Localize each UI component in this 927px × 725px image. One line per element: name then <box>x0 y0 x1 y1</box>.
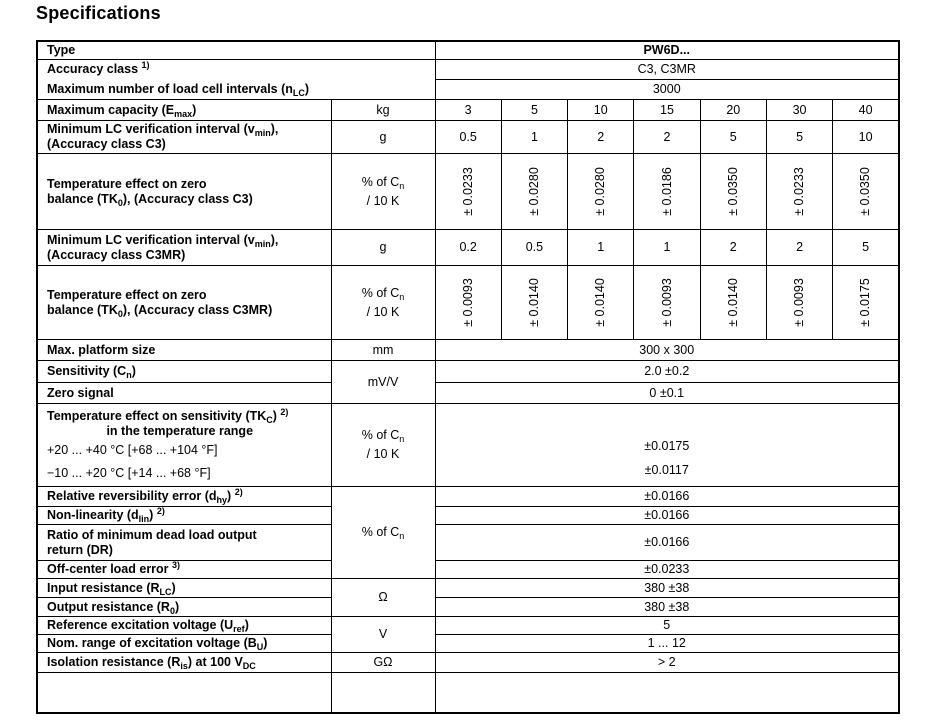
rotated-value: ± 0.0233 <box>460 167 475 216</box>
tk0-c3-value-1 <box>501 154 567 230</box>
percent-cn-unit: % of $C_n$ <box>331 487 435 579</box>
tk0-c3mr-value-5 <box>766 266 832 340</box>
tk0-c3-value-6 <box>833 154 899 230</box>
accuracy-class-value: C3, C3MR <box>435 60 899 80</box>
tk0-c3mr-value-1 <box>501 266 567 340</box>
tk0-c3-unit: % of $C_n$ / 10 K <box>331 154 435 230</box>
max-capacity-value-2: 10 <box>568 100 634 121</box>
clipped-row-unit <box>331 673 435 713</box>
row-type <box>37 41 899 60</box>
dead-load-return-value: ±0.0166 <box>435 525 899 561</box>
type-label: Type <box>37 41 435 60</box>
tk0-c3mr-value-2 <box>568 266 634 340</box>
type-value: PW6D... <box>435 41 899 60</box>
vmin-c3-value-1: 1 <box>501 121 567 154</box>
sensitivity-value: 2.0 ±0.2 <box>435 361 899 383</box>
gigaohm-unit: GΩ <box>331 653 435 673</box>
non-linearity-label: Non-linearity $(d_{lin})$ $^{2)}$ <box>37 507 331 525</box>
tkc-label-range2: −10 ... +20 °C [+14 ... +68 °F] <box>47 466 211 480</box>
vmin-c3mr-value-2: 1 <box>568 230 634 266</box>
vmin-c3mr-value-5: 2 <box>766 230 832 266</box>
ohm-unit: Ω <box>331 579 435 617</box>
tkc-label-range1: +20 ... +40 °C [+68 ... +104 °F] <box>47 443 218 457</box>
max-capacity-value-1: 5 <box>501 100 567 121</box>
max-capacity-label: Maximum capacity $(E_{max})$ <box>37 100 331 121</box>
tk0-c3mr-value-4 <box>700 266 766 340</box>
off-center-error-value: ±0.0233 <box>435 561 899 579</box>
row-non-linearity <box>37 507 899 525</box>
tkc-label <box>37 404 331 487</box>
row-zero-signal <box>37 383 899 404</box>
clipped-row-value <box>435 673 899 713</box>
max-capacity-value-4: 20 <box>700 100 766 121</box>
row-excitation-range <box>37 635 899 653</box>
tk0-c3mr-unit: % of $C_n$ / 10 K <box>331 266 435 340</box>
row-platform-size <box>37 340 899 361</box>
rotated-value: ± 0.0350 <box>858 167 873 216</box>
max-capacity-value-0: 3 <box>435 100 501 121</box>
dead-load-return-label: Ratio of minimum dead load output return (DR) <box>37 525 331 561</box>
row-reference-excitation <box>37 617 899 635</box>
input-resistance-value: 380 ±38 <box>435 579 899 598</box>
rotated-value: ± 0.0140 <box>593 278 608 327</box>
row-off-center-error <box>37 561 899 579</box>
output-resistance-label: Output resistance $(R_0)$ <box>37 598 331 617</box>
vmin-c3-value-3: 2 <box>634 121 700 154</box>
row-clipped-partial <box>37 673 899 713</box>
vmin-c3mr-value-4: 2 <box>700 230 766 266</box>
tk0-c3-value-0 <box>435 154 501 230</box>
vmin-c3-value-5: 5 <box>766 121 832 154</box>
row-tk0-c3mr <box>37 266 899 340</box>
row-dead-load-return <box>37 525 899 561</box>
reference-excitation-label: Reference excitation voltage $(U_{ref})$ <box>37 617 331 635</box>
excitation-range-value: 1 ... 12 <box>435 635 899 653</box>
tkc-value <box>435 404 899 487</box>
rotated-value: ± 0.0093 <box>659 278 674 327</box>
rotated-value: ± 0.0280 <box>526 167 541 216</box>
page-title: Specifications <box>36 3 161 23</box>
clipped-row-label <box>37 673 331 713</box>
row-accuracy-class <box>37 60 899 80</box>
rotated-value: ± 0.0280 <box>593 167 608 216</box>
zero-signal-value: 0 ±0.1 <box>435 383 899 404</box>
reversibility-error-value: ±0.0166 <box>435 487 899 507</box>
rotated-value: ± 0.0350 <box>725 167 740 216</box>
input-resistance-label: Input resistance $(R_{LC})$ <box>37 579 331 598</box>
isolation-resistance-label: Isolation resistance $(R_{is})$ at 100 $V_{DC}$ <box>37 653 331 673</box>
platform-size-value: 300 x 300 <box>435 340 899 361</box>
sensitivity-label: Sensitivity $(C_n)$ <box>37 361 331 383</box>
tk0-c3mr-value-0 <box>435 266 501 340</box>
vmin-c3-value-0: 0.5 <box>435 121 501 154</box>
tk0-c3mr-label: Temperature effect on zero balance $(TK_0)$, (Accuracy class C3MR) <box>37 266 331 340</box>
tkc-unit: % of $C_n$ / 10 K <box>331 404 435 487</box>
tkc-label-line2: in the temperature range <box>106 424 254 438</box>
vmin-c3mr-value-0: 0.2 <box>435 230 501 266</box>
row-max-capacity <box>37 100 899 121</box>
row-vmin-c3mr <box>37 230 899 266</box>
tkc-label-line1: Temperature effect on sensitivity $(TK_C)$ $^{2)}$ <box>47 407 289 425</box>
row-tkc <box>37 404 899 487</box>
row-input-resistance <box>37 579 899 598</box>
specifications-table <box>36 40 900 714</box>
rotated-value: ± 0.0093 <box>792 278 807 327</box>
rotated-value: ± 0.0093 <box>460 278 475 327</box>
output-resistance-value: 380 ±38 <box>435 598 899 617</box>
tk0-c3mr-value-3 <box>634 266 700 340</box>
max-capacity-unit: kg <box>331 100 435 121</box>
excitation-range-label: Nom. range of excitation voltage $(B_U)$ <box>37 635 331 653</box>
tk0-c3-value-4 <box>700 154 766 230</box>
isolation-resistance-value: > 2 <box>435 653 899 673</box>
vmin-c3-value-6: 10 <box>833 121 899 154</box>
reference-excitation-value: 5 <box>435 617 899 635</box>
vmin-c3mr-value-3: 1 <box>634 230 700 266</box>
row-tk0-c3 <box>37 154 899 230</box>
volt-unit: V <box>331 617 435 653</box>
row-vmin-c3 <box>37 121 899 154</box>
max-capacity-value-6: 40 <box>833 100 899 121</box>
vmin-c3mr-value-6: 5 <box>833 230 899 266</box>
accuracy-class-label: Accuracy class $^{1)}$ <box>37 60 435 80</box>
reversibility-error-label: Relative reversibility error $(d_{hy})$ $^{2)}$ <box>37 487 331 507</box>
sensitivity-zero-unit: mV/V <box>331 361 435 404</box>
tk0-c3-value-2 <box>568 154 634 230</box>
platform-size-label: Max. platform size <box>37 340 331 361</box>
row-sensitivity <box>37 361 899 383</box>
tk0-c3-label: Temperature effect on zero balance $(TK_0)$, (Accuracy class C3) <box>37 154 331 230</box>
row-isolation-resistance <box>37 653 899 673</box>
rotated-value: ± 0.0175 <box>858 278 873 327</box>
vmin-c3mr-unit: g <box>331 230 435 266</box>
off-center-error-label: Off-center load error $^{3)}$ <box>37 561 331 579</box>
max-capacity-value-5: 30 <box>766 100 832 121</box>
max-capacity-value-3: 15 <box>634 100 700 121</box>
load-cell-intervals-value: 3000 <box>435 80 899 100</box>
zero-signal-label: Zero signal <box>37 383 331 404</box>
rotated-value: ± 0.0140 <box>725 278 740 327</box>
vmin-c3mr-label: Minimum LC verification interval $(v_{min})$, (Accuracy class C3MR) <box>37 230 331 266</box>
vmin-c3-value-2: 2 <box>568 121 634 154</box>
rotated-value: ± 0.0186 <box>659 167 674 216</box>
rotated-value: ± 0.0233 <box>792 167 807 216</box>
tk0-c3-value-5 <box>766 154 832 230</box>
rotated-value: ± 0.0140 <box>526 278 541 327</box>
tk0-c3-value-3 <box>634 154 700 230</box>
platform-size-unit: mm <box>331 340 435 361</box>
vmin-c3-label: Minimum LC verification interval $(v_{min})$, (Accuracy class C3) <box>37 121 331 154</box>
row-reversibility-error <box>37 487 899 507</box>
load-cell-intervals-label: Maximum number of load cell intervals $(n_{LC})$ <box>37 80 435 100</box>
non-linearity-value: ±0.0166 <box>435 507 899 525</box>
vmin-c3mr-value-1: 0.5 <box>501 230 567 266</box>
vmin-c3-unit: g <box>331 121 435 154</box>
tkc-value-lines: ±0.0175 ±0.0117 <box>644 439 690 477</box>
vmin-c3-value-4: 5 <box>700 121 766 154</box>
row-load-cell-intervals <box>37 80 899 100</box>
tk0-c3mr-value-6 <box>833 266 899 340</box>
row-output-resistance <box>37 598 899 617</box>
